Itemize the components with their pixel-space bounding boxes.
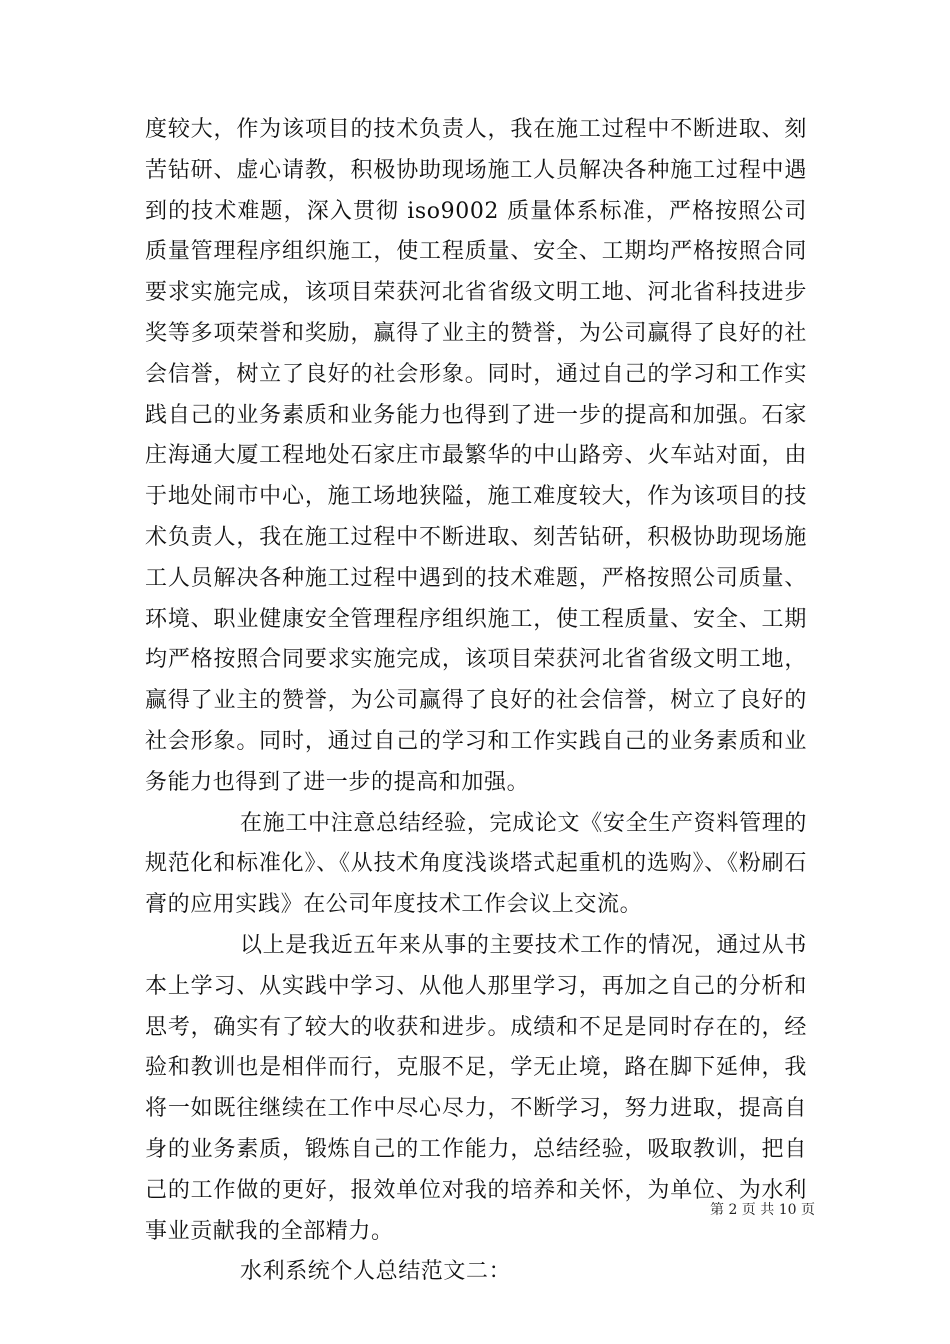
page-number-footer: 第 2 页 共 10 页 xyxy=(710,1202,815,1218)
paragraph-project-experience: 度较大，作为该项目的技术负责人，我在施工过程中不断进取、刻苦钻研、虚心请教，积极协助现场施工人员解决各种施工过程中遇到的技术难题，深入贯彻 iso9002 质量体系标准，严格按照公司质量管理程序组织施工，使工程质量、安全、工期均严格按照合同要求实施完成，该项目荣获河北省省级文明工地、河北省科技进步奖等多项荣誉和奖励，赢得了业主的赞誉，为公司赢得了良好的社会信誉，树立了良好的社会形象。同时，通过自己的学习和工作实践自己的业务素质和业务能力也得到了进一步的提高和加强。石家庄海通大厦工程地处石家庄市最繁华的中山路旁、火车站对面，由于地处闹市中心，施工场地狭隘，施工难度较大，作为该项目的技术负责人，我在施工过程中不断进取、刻苦钻研，积极协助现场施工人员解决各种施工过程中遇到的技术难题，严格按照公司质量、环境、职业健康安全管理程序组织施工，使工程质量、安全、工期均严格按照合同要求实施完成，该项目荣获河北省省级文明工地，赢得了业主的赞誉，为公司赢得了良好的社会信誉，树立了良好的社会形象。同时，通过自己的学习和工作实践自己的业务素质和业务能力也得到了进一步的提高和加强。 xyxy=(145,117,807,795)
paragraph-conclusion: 以上是我近五年来从事的主要技术工作的情况，通过从书本上学习、从实践中学习、从他人那里学习，再加之自己的分析和思考，确实有了较大的收获和进步。成绩和不足是同时存在的，经验和教训也是相伴而行，克服不足，学无止境，路在脚下延伸，我将一如既往继续在工作中尽心尽力，不断学习，努力进取，提高自身的业务素质，锻炼自己的工作能力，总结经验，吸取教训，把自己的工作做的更好，报效单位对我的培养和关怀，为单位、为水利事业贡献我的全部精力。 xyxy=(145,932,807,1244)
paragraph-papers: 在施工中注意总结经验，完成论文《安全生产资料管理的规范化和标准化》、《从技术角度浅谈塔式起重机的选购》、《粉刷石膏的应用实践》在公司年度技术工作会议上交流。 xyxy=(145,810,807,918)
section-heading-sample-two: 水利系统个人总结范文二： xyxy=(240,1259,512,1285)
document-body xyxy=(145,110,807,1293)
